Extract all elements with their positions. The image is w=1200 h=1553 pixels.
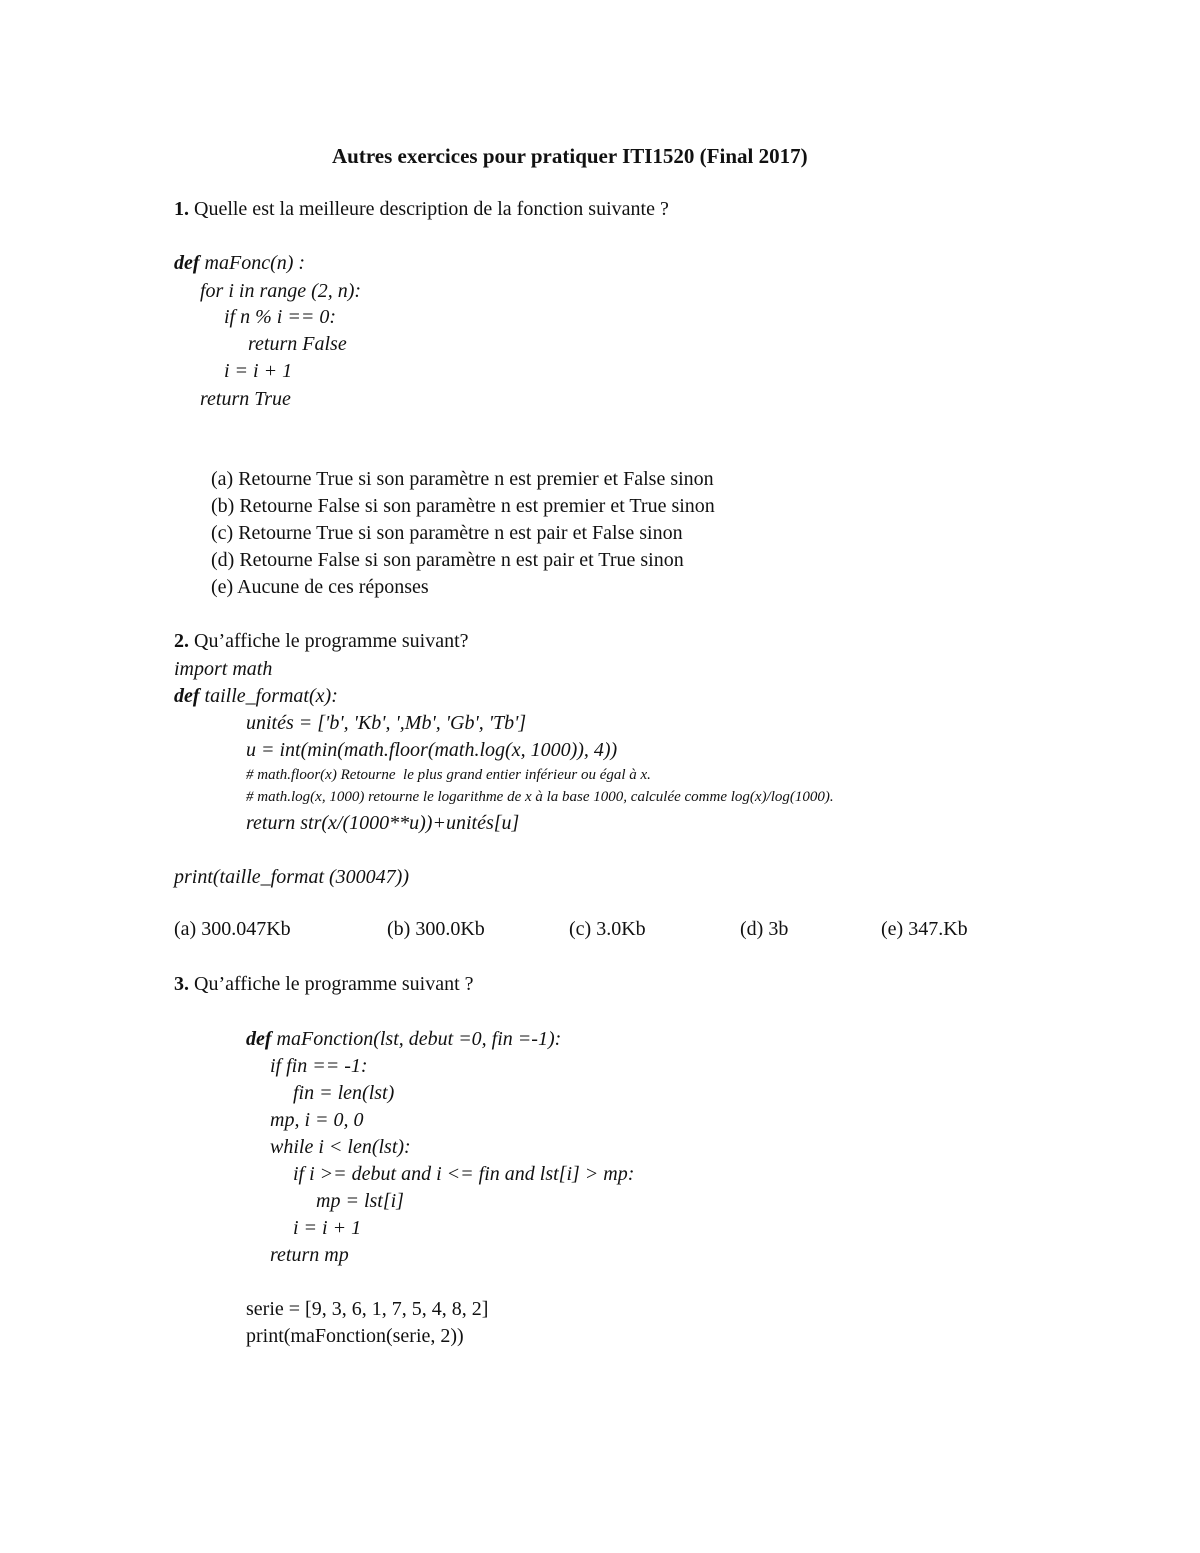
q2-code-line: u = int(min(math.floor(math.log(x, 1000)), 4))	[246, 739, 618, 761]
q2-print-line: print(taille_format (300047))	[174, 866, 409, 888]
q2-def-signature: taille_format(x):	[204, 685, 338, 707]
q2-answer-e: (e) 347.Kb	[881, 918, 968, 940]
question-2-number: 2.	[174, 630, 189, 652]
option-text: Aucune de ces réponses	[237, 576, 429, 598]
q3-code-def-line	[246, 1028, 561, 1051]
q2-return-line: return str(x/(1000**u))+unités[u]	[246, 812, 520, 834]
q2-answer-c: (c) 3.0Kb	[569, 918, 646, 940]
question-2-prompt	[174, 630, 469, 653]
q1-code-line: return True	[200, 388, 291, 410]
q2-import-line: import math	[174, 658, 273, 680]
option-text: Retourne False si son paramètre n est premier et True sinon	[239, 495, 715, 517]
q3-code-line: while i < len(lst):	[270, 1136, 411, 1158]
question-3-prompt	[174, 973, 474, 996]
q2-answer-b: (b) 300.0Kb	[387, 918, 485, 940]
q2-def-keyword: def	[174, 685, 200, 707]
q3-code-line: mp = lst[i]	[316, 1190, 404, 1212]
option-label: (a)	[211, 468, 234, 490]
q3-def-signature: maFonction(lst, debut =0, fin =-1):	[276, 1028, 562, 1050]
q2-code-line: unités = ['b', 'Kb', ',Mb', 'Gb', 'Tb']	[246, 712, 527, 734]
option-text: Retourne False si son paramètre n est pair et True sinon	[239, 549, 684, 571]
q3-code-line: fin = len(lst)	[293, 1082, 395, 1104]
q1-code-line: if n % i == 0:	[224, 306, 336, 328]
q3-serie-line: serie = [9, 3, 6, 1, 7, 5, 4, 8, 2]	[246, 1298, 489, 1320]
option-label: (b)	[211, 495, 235, 517]
document-title: Autres exercices pour pratiquer ITI1520 (Final 2017)	[332, 144, 808, 168]
q1-code-def-line	[174, 252, 305, 275]
q1-option-d	[211, 549, 684, 572]
question-1-number: 1.	[174, 198, 189, 220]
option-label: (d)	[211, 549, 235, 571]
q3-def-keyword: def	[246, 1028, 272, 1050]
question-3-number: 3.	[174, 973, 189, 995]
q3-code-line: return mp	[270, 1244, 349, 1266]
q3-code-line: if fin == -1:	[270, 1055, 368, 1077]
q1-option-a	[211, 468, 714, 491]
question-1-text: Quelle est la meilleure description de la fonction suivante ?	[194, 198, 669, 220]
q3-code-line: mp, i = 0, 0	[270, 1109, 364, 1131]
q1-code-line: for i in range (2, n):	[200, 280, 362, 302]
option-text: Retourne True si son paramètre n est pair et False sinon	[238, 522, 683, 544]
q1-option-b	[211, 495, 715, 518]
q3-code-line: i = i + 1	[293, 1217, 362, 1239]
q1-code-line: return False	[248, 333, 347, 355]
q2-comment-line: # math.floor(x) Retourne le plus grand entier inférieur ou égal à x.	[246, 767, 651, 783]
q2-answer-d: (d) 3b	[740, 918, 789, 940]
q2-comment-line: # math.log(x, 1000) retourne le logarithme de x à la base 1000, calculée comme log(x)/log(1000).	[246, 789, 834, 805]
q1-def-keyword: def	[174, 252, 200, 274]
question-2-text: Qu’affiche le programme suivant?	[194, 630, 469, 652]
q1-def-signature: maFonc(n) :	[204, 252, 306, 274]
q1-code-line: i = i + 1	[224, 360, 293, 382]
option-label: (e)	[211, 576, 234, 598]
q2-answer-a: (a) 300.047Kb	[174, 918, 291, 940]
option-text: Retourne True si son paramètre n est premier et False sinon	[238, 468, 714, 490]
q1-option-c	[211, 522, 683, 545]
q3-print-line: print(maFonction(serie, 2))	[246, 1325, 464, 1347]
question-3-text: Qu’affiche le programme suivant ?	[194, 973, 474, 995]
option-label: (c)	[211, 522, 234, 544]
question-1-prompt	[174, 198, 669, 221]
q2-code-def-line	[174, 685, 338, 708]
q3-code-line: if i >= debut and i <= fin and lst[i] > mp:	[293, 1163, 635, 1185]
q1-option-e	[211, 576, 429, 599]
